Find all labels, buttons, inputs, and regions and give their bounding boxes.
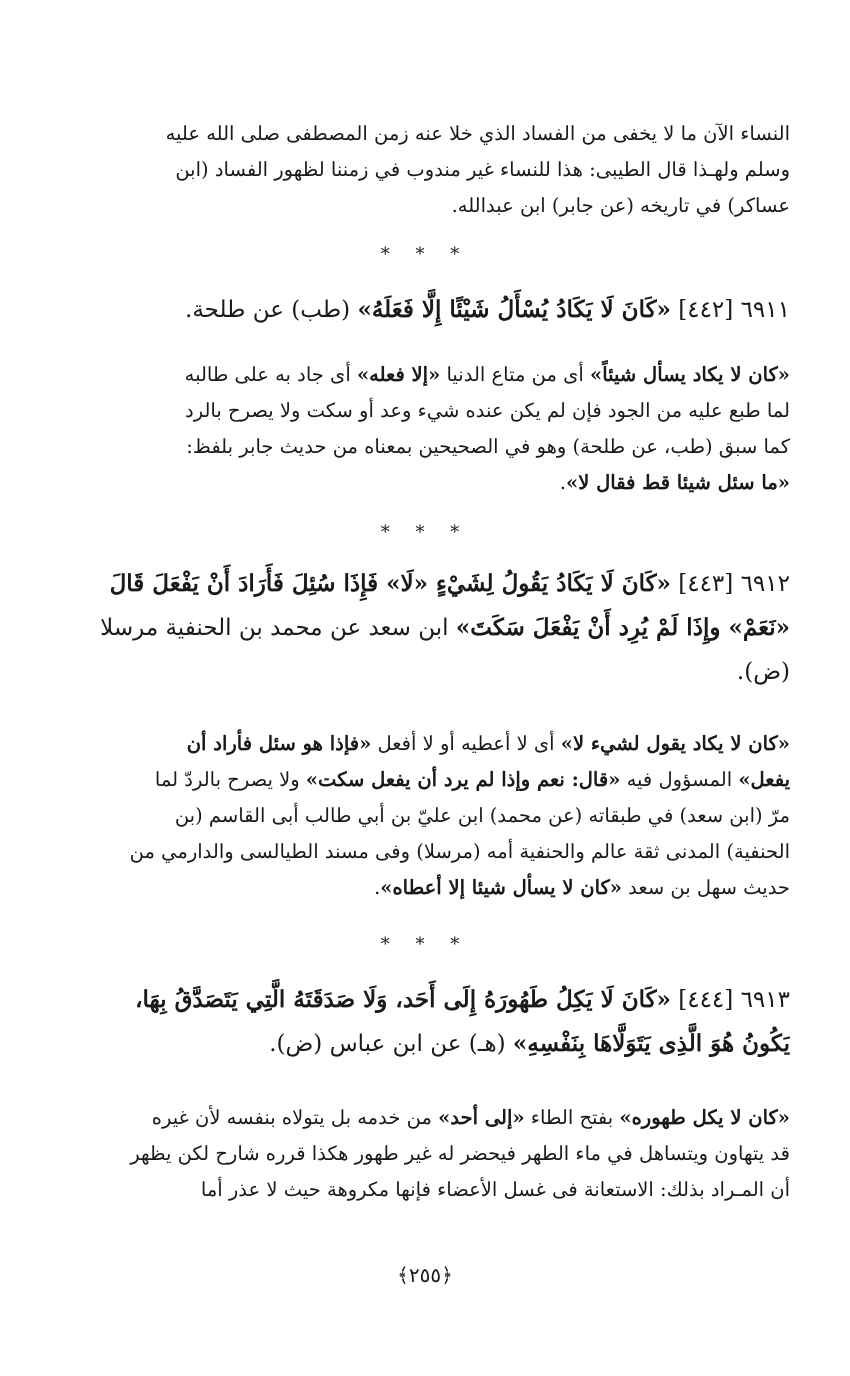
- hadith-6911: [100, 288, 790, 332]
- hadith-line: [100, 562, 790, 606]
- hadith-6913: [100, 978, 790, 1066]
- text-line: مرّ (ابن سعد) في طبقاته (عن محمد) ابن عليّ بن أبي طالب أبى القاسم (بن: [174, 804, 790, 827]
- hadith-source: (طب) عن طلحة.: [185, 297, 358, 323]
- section-divider: * * *: [380, 934, 470, 955]
- text-line: [100, 465, 790, 501]
- hadith-text: يَكُونُ هُوَ الَّذِى يَتَوَلَّاهَا بِنَفْسِهِ»: [512, 1030, 790, 1057]
- section-divider: * * *: [380, 244, 470, 265]
- hadith-line: [100, 1022, 790, 1066]
- page-number: ﴿٢٥٥﴾: [397, 1263, 453, 1287]
- hadith-text: «كَانَ لَا يَكَادُ يُسْأَلُ شَيْئًا إِلَّا فَعَلَهُ»: [357, 296, 671, 323]
- hadith-number: ٦٩١١ [٤٤٢]: [670, 297, 790, 323]
- quoted-phrase: «فإذا هو سئل فأراد أن: [186, 732, 372, 755]
- hadith-source: ابن سعد عن محمد بن الحنفية مرسلا: [100, 615, 456, 641]
- text-line: [100, 1100, 790, 1136]
- text-span: .: [559, 471, 566, 494]
- commentary-6913: [100, 1100, 790, 1208]
- quoted-phrase: «إلا فعله»: [356, 363, 441, 386]
- section-divider: * * *: [380, 522, 470, 543]
- quoted-phrase: «قال: نعم وإذا لم يرد أن يفعل سكت»: [305, 768, 621, 791]
- commentary-6911: [100, 357, 790, 501]
- hadith-number: ٦٩١٣ [٤٤٤]: [670, 987, 790, 1013]
- quoted-phrase: «كان لا يكل طهوره»: [619, 1106, 790, 1129]
- hadith-text: «كَانَ لَا يَكَادُ يَقُولُ لِشَيْءٍ «لَا» فَإِذَا سُئِلَ فَأَرَادَ أَنْ يَفْعَلَ قَالَ: [109, 570, 671, 597]
- hadith-text: «كَانَ لَا يَكِلُ طَهُورَهُ إِلَى أَحَد، وَلَا صَدَقَتَهُ الَّتِي يَتَصَدَّقُ بِهَا،: [135, 986, 671, 1013]
- quoted-phrase: يفعل»: [738, 768, 790, 791]
- quoted-phrase: «كان لا يكاد يسأل شيئاً»: [590, 363, 790, 386]
- text-line: أن المـراد بذلك: الاستعانة فى غسل الأعضاء فإنها مكروهة حيث لا عذر أما: [200, 1178, 790, 1201]
- text-line: [100, 726, 790, 762]
- text-line: النساء الآن ما لا يخفى من الفساد الذي خلا عنه زمن المصطفى صلى الله عليه: [165, 122, 790, 145]
- text-span: أى جاد به على طالبه: [184, 363, 357, 386]
- hadith-line: [100, 978, 790, 1022]
- hadith-6912: [100, 562, 790, 694]
- text-span: المسؤول فيه: [620, 768, 739, 791]
- hadith-text: «نَعَمْ» وإِذَا لَمْ يُرِد أَنْ يَفْعَلَ سَكَتَ»: [455, 614, 790, 641]
- text-span: ولا يصرح بالردّ لما: [154, 768, 306, 791]
- text-line: كما سبق (طب، عن طلحة) وهو في الصحيحين بمعناه من حديث جابر بلفظ:: [186, 435, 790, 458]
- hadith-line: [100, 606, 790, 650]
- text-line: لما طبع عليه من الجود فإن لم يكن عنده شيء وعد أو سكت ولا يصرح بالرد: [185, 399, 790, 422]
- quoted-phrase: «إلى أحد»: [438, 1106, 525, 1129]
- quoted-phrase: «ما سئل شيئا قط فقال لا»: [566, 471, 790, 494]
- text-span: أى لا أعطيه أو لا أفعل: [371, 732, 561, 755]
- text-line: [100, 870, 790, 906]
- text-line: عساكر) في تاريخه (عن جابر) ابن عبدالله.: [451, 194, 790, 217]
- text-span: بفتح الطاء: [524, 1106, 620, 1129]
- hadith-source: (هـ) عن ابن عباس (ض).: [269, 1031, 513, 1057]
- text-line: الحنفية) المدنى ثقة عالم والحنفية أمه (مرسلا) وفى مسند الطيالسى والدارمي من: [129, 840, 790, 863]
- text-line: وسلم ولهـذا قال الطيبى: هذا للنساء غير مندوب في زمننا لظهور الفساد (ابن: [175, 158, 790, 181]
- text-span: حديث سهل بن سعد: [621, 876, 790, 899]
- quoted-phrase: «كان لا يسأل شيئا إلا أعطاه»: [380, 876, 622, 899]
- hadith-line: (ض).: [736, 659, 790, 685]
- text-span: من خدمه بل يتولاه بنفسه لأن غيره: [151, 1106, 439, 1129]
- text-span: أى من متاع الدنيا: [440, 363, 590, 386]
- continuation-paragraph: [100, 116, 790, 224]
- hadith-number: ٦٩١٢ [٤٤٣]: [670, 571, 790, 597]
- quoted-phrase: «كان لا يكاد يقول لشيء لا»: [560, 732, 790, 755]
- commentary-6912: [100, 726, 790, 906]
- text-line: [100, 762, 790, 798]
- text-line: قد يتهاون ويتساهل في ماء الطهر فيحضر له غير طهور هكذا قرره شارح لكن يظهر: [130, 1142, 790, 1165]
- text-span: .: [374, 876, 381, 899]
- hadith-line: [100, 288, 790, 332]
- text-line: [100, 357, 790, 393]
